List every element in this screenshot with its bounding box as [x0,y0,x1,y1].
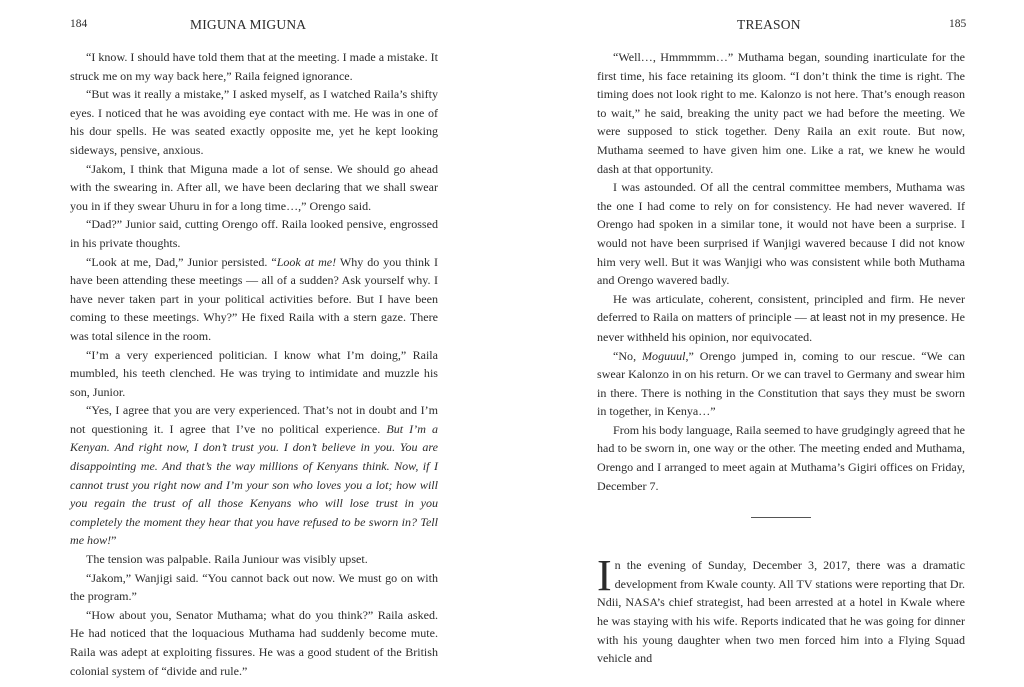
paragraph: I was astounded. Of all the central committee members, Muthama was the one I had come to rely on for consistency. He had never wavered. If Orengo had spoken in a similar tone, it would not have been a surprise. I would not have been surprised if Wanjigi wavered because I did not know him very well. But it was Wanjigi who was consistent while both Muthama and Orengo wavered badly. [597,180,965,288]
page-number-left: 184 [70,18,88,30]
paragraph: “I know. I should have told them that at the meeting. I made a mistake. It struck me on my way back here,” Raila feigned ignorance. [70,50,438,83]
paragraph: From his body language, Raila seemed to have grudgingly agreed that he had to be sworn in, one way or the other. The meeting ended and Muthama, Orengo and I arranged to meet again at Muthama’s Gigiri offices on Friday, December 7. [597,422,965,493]
paragraph: “Dad?” Junior said, cutting Orengo off. Raila looked pensive, engrossed in his private thoughts. [70,217,438,250]
paragraph: He was articulate, coherent, consistent, principled and firm. He never deferred to Raila on matters of principle — at least not in my presence. He never withheld his opinion, nor equivocated. [597,291,965,344]
left-page-body [70,48,438,680]
paragraph: The tension was palpable. Raila Juniour was visibly upset. [86,552,368,567]
running-header-left: MIGUNA MIGUNA [190,17,307,32]
drop-cap: I [597,551,612,601]
running-header-right: TREASON [737,17,801,32]
paragraph: “How about you, Senator Muthama; what do you think?” Raila asked. He had noticed that the loquacious Muthama had suddenly become mute. Raila was adept at exploiting fissures. He was a good student of the British colonial system of “divide and rule.” [70,607,438,678]
paragraph: “No, Moguuul,” Orengo jumped in, coming to our rescue. “We can swear Kalonzo in on his return. Or we can travel to Germany and swear him in there. There is nothing in the Constitution that says they must be sworn in together, in Kenya…” [597,348,965,419]
paragraph: “Yes, I agree that you are very experienced. That’s not in doubt and I’m not questioning it. I agree that I’ve no political experience. But I’m a Kenyan. And right now, I don’t trust you. I don’t believe in you. You are disappointing me. And that’s the way millions of Kenyans think. Now, if I cannot trust you right now and I’m your son who loves you a lot; how will you regain the trust of all those Kenyans who will lose trust in you completely the moment they hear that you have refused to be sworn in? Tell me how!” [70,403,438,548]
paragraph: “I’m a very experienced politician. I know what I’m doing,” Raila mumbled, his teeth clenched. He was trying to intimidate and muzzle his son, Junior. [70,347,438,399]
paragraph: “Jakom,” Wanjigi said. “You cannot back out now. We must go on with the program.” [70,570,438,604]
paragraph: “Look at me, Dad,” Junior persisted. “Look at me! Why do you think I have been attending these meetings — all of a sudden? Ask yourself why. I have never taken part in your political activities before. But I have been coming to these meetings. Why?” He fixed Raila with a stern gaze. There was total silence in the room. [70,254,439,343]
paragraph: “But was it really a mistake,” I asked myself, as I watched Raila’s shifty eyes. I noticed that he was avoiding eye contact with me. He was in one of his dour spells. He was seated exactly opposite me, yet he kept looking sideways, pensive, anxious. [70,87,438,157]
paragraph: “Well…, Hmmmmm…” Muthama began, sounding inarticulate for the first time, his face retaining its gloom. “I don’t think the time is right. The timing does not look right to me. Kalonzo is not here. That’s enough reason to wait,” he said, breaking the unity pact we had before the meeting. We were supposed to stick together. Deny Raila an exit route. But now, Muthama seemed to have given him one. Like a rat, we knew he would dash at that opportunity. [597,50,965,176]
paragraph: “Jakom, I think that Miguna made a lot of sense. We should go ahead with the swearing in. After all, we have been declaring that we shall swear you in if they swear Uhuru in for a long time…,” Orengo said. [70,161,438,213]
right-page-body [597,48,965,668]
section-opening-paragraph: In the evening of Sunday, December 3, 2017, there was a dramatic development from Kwale county. All TV stations were reporting that Dr. Ndii, NASA’s chief strategist, had been arrested at a hotel in Kwale where he was staying with his wife. Reports indicated that he was going for dinner with his young daughter when two men forced him into a Flying Squad vehicle and [597,551,965,666]
page-number-right: 185 [949,18,967,30]
section-divider [751,517,811,518]
right-page [512,0,1024,687]
